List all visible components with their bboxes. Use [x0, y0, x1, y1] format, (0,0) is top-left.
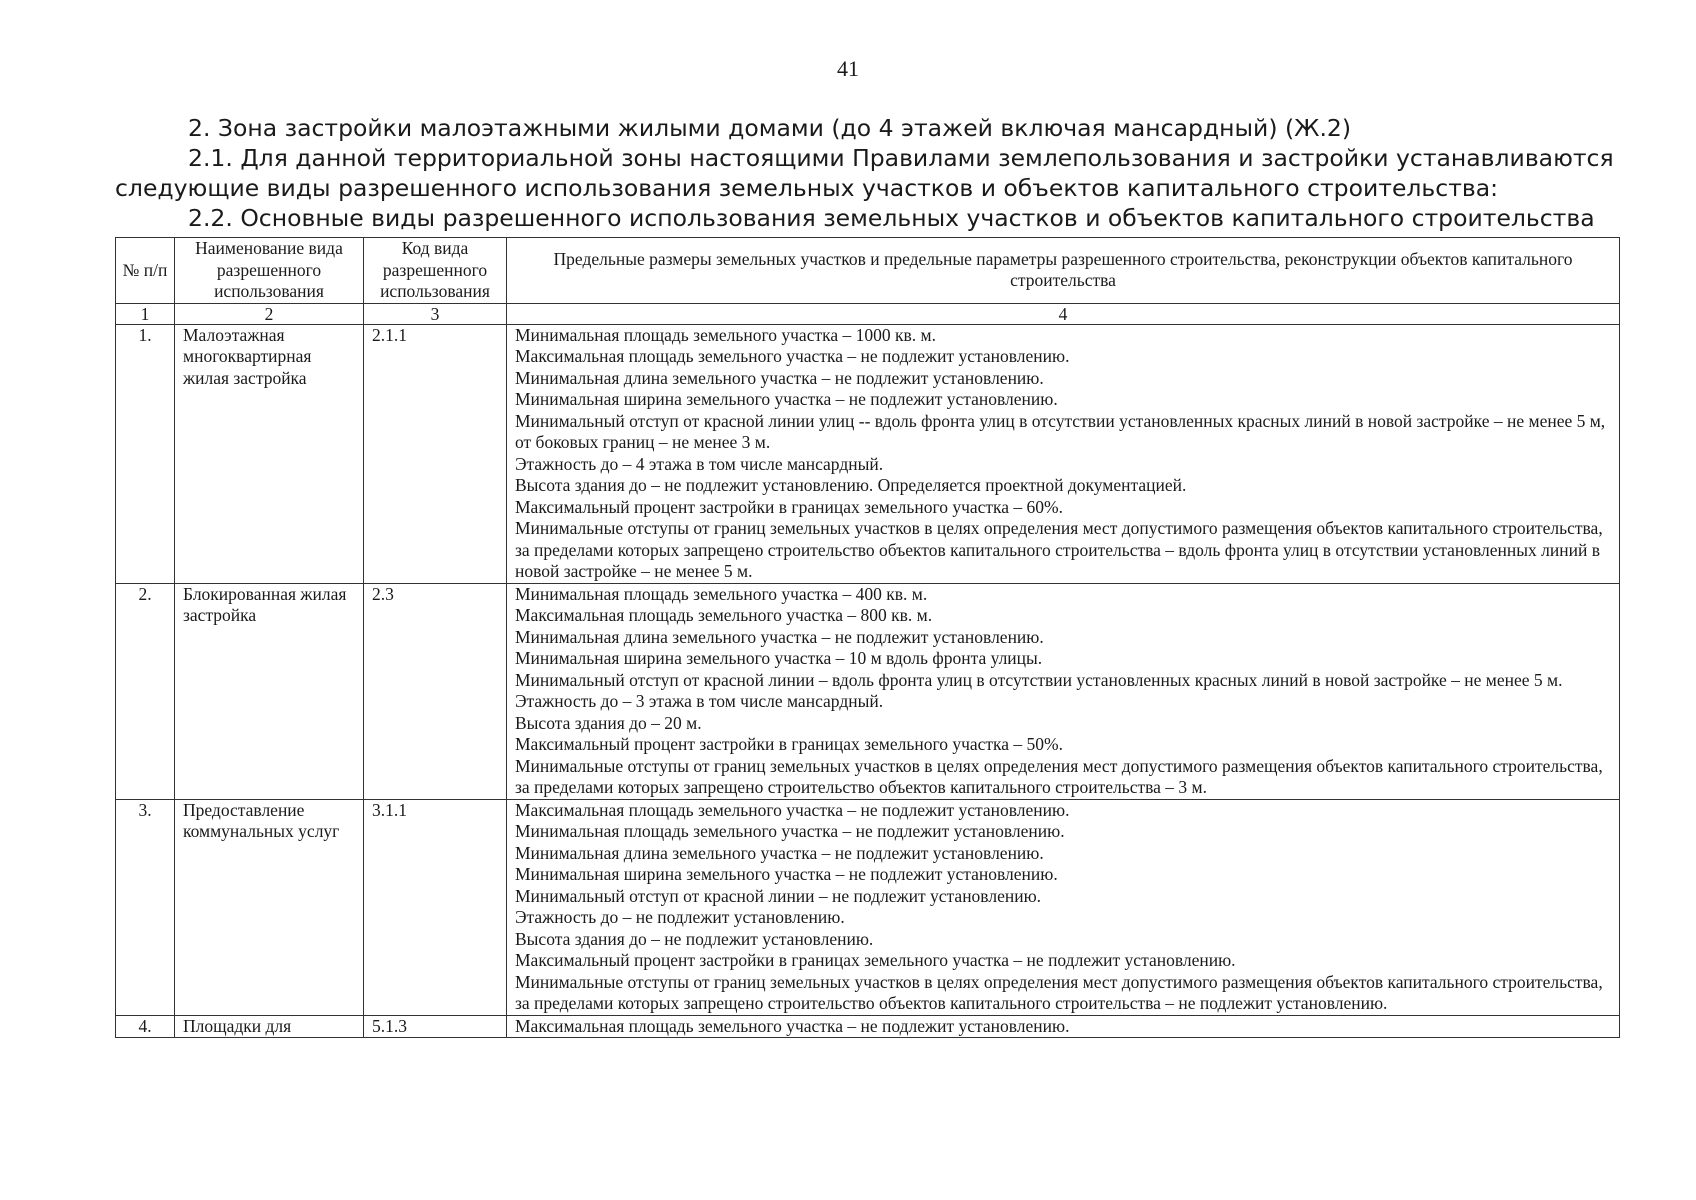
- table-row: [116, 324, 1620, 583]
- header-name: Наименование вида разрешенного использования: [175, 238, 364, 304]
- parameters-cell: [507, 799, 1620, 1015]
- use-type-code: 5.1.3: [364, 1015, 507, 1038]
- parameter-line: Высота здания до – 20 м.: [515, 712, 702, 733]
- column-number-row: [116, 303, 1620, 324]
- parameter-line: Максимальная площадь земельного участка – 800 кв. м.: [515, 605, 933, 625]
- parameters-cell: [507, 583, 1620, 799]
- parameter-line: Максимальная площадь земельного участка – не подлежит установлению.: [515, 799, 1070, 820]
- parameter-line: Максимальная площадь земельного участка – не подлежит установлению.: [515, 1015, 1070, 1036]
- row-number: 4.: [116, 1015, 175, 1038]
- parameter-line: Максимальный процент застройки в границах земельного участка – 50%.: [515, 734, 1064, 754]
- table-header-row: [116, 238, 1620, 304]
- use-type-code: 2.3: [364, 583, 507, 799]
- parameter-line: Минимальная площадь земельного участка – 1000 кв. м.: [515, 324, 936, 345]
- table-caption: 2.2. Основные виды разрешенного использования земельных участков и объектов капитального строительства: [188, 204, 1595, 232]
- parameter-line: Высота здания до – не подлежит установлению.: [515, 928, 874, 949]
- column-number: 3: [364, 303, 507, 324]
- page-number: 41: [837, 56, 859, 81]
- use-type-name: Предоставление коммунальных услуг: [175, 799, 364, 1015]
- header-num: № п/п: [116, 238, 175, 304]
- parameter-line: Этажность до – не подлежит установлению.: [515, 907, 845, 927]
- row-number: 1.: [116, 324, 175, 583]
- table-row: [116, 1015, 1620, 1038]
- intro-paragraph-line-2: следующие виды разрешенного использования земельных участков и объектов капитального строительства:: [115, 174, 1499, 202]
- parameters-cell: [507, 1015, 1620, 1038]
- parameter-line: Максимальная площадь земельного участка – не подлежит установлению.: [515, 346, 1070, 366]
- column-number: 2: [175, 303, 364, 324]
- parameter-line: Минимальная площадь земельного участка – 400 кв. м.: [515, 583, 928, 604]
- zone-title: 2. Зона застройки малоэтажными жилыми домами (до 4 этажей включая мансардный) (Ж.2): [188, 114, 1352, 142]
- use-type-name: Площадки для: [175, 1015, 364, 1038]
- parameter-line: Минимальные отступы от границ земельных участков в целях определения мест допустимого размещения объектов капитального строительства, за пределами которых запрещено строительство объектов капитального строительства – 3 м.: [515, 755, 1603, 797]
- use-type-name: Малоэтажная многоквартирная жилая застройка: [175, 324, 364, 583]
- permitted-use-table: [115, 237, 1620, 1038]
- row-number: 2.: [116, 583, 175, 799]
- parameter-line: Минимальная длина земельного участка – не подлежит установлению.: [515, 626, 1044, 647]
- table-body: [116, 324, 1620, 1038]
- parameter-line: Минимальная длина земельного участка – не подлежит установлению.: [515, 367, 1044, 388]
- parameter-line: Высота здания до – не подлежит установлению. Определяется проектной документацией.: [515, 475, 1187, 495]
- section-heading: [115, 113, 1620, 233]
- row-number: 3.: [116, 799, 175, 1015]
- header-params: Предельные размеры земельных участков и предельные параметры разрешенного строительства, реконструкции объектов капитального строительства: [507, 238, 1620, 304]
- use-type-code: 2.1.1: [364, 324, 507, 583]
- table-row: [116, 799, 1620, 1015]
- column-number: 4: [507, 303, 1620, 324]
- header-code: Код вида разрешенного использования: [364, 238, 507, 304]
- parameter-line: Минимальная ширина земельного участка – не подлежит установлению.: [515, 389, 1058, 409]
- intro-paragraph-line-1: 2.1. Для данной территориальной зоны настоящими Правилами землепользования и застройки устанавливаются: [188, 144, 1614, 172]
- parameter-line: Минимальный отступ от красной линии – вдоль фронта улиц в отсутствии установленных красных линий в новой застройке – не менее 5 м.: [515, 669, 1563, 690]
- parameter-line: Минимальные отступы от границ земельных участков в целях определения мест допустимого размещения объектов капитального строительства, за пределами которых запрещено строительство объектов капитального строительства – вдоль фронта улиц в отсутствии установленных линий в новой застройке – не менее 5 м.: [515, 518, 1603, 581]
- column-number: 1: [116, 303, 175, 324]
- table-row: [116, 583, 1620, 799]
- parameter-line: Минимальная ширина земельного участка – не подлежит установлению.: [515, 864, 1058, 884]
- parameter-line: Максимальный процент застройки в границах земельного участка – не подлежит установлению.: [515, 950, 1236, 970]
- parameter-line: Минимальный отступ от красной линии улиц -- вдоль фронта улиц в отсутствии установленных красных линий в новой застройке – не менее 5 м, от боковых границ – не менее 3 м.: [515, 410, 1606, 452]
- parameter-line: Минимальная ширина земельного участка – 10 м вдоль фронта улицы.: [515, 648, 1043, 668]
- parameter-line: Максимальный процент застройки в границах земельного участка – 60%.: [515, 496, 1064, 517]
- parameter-line: Этажность до – 3 этажа в том числе мансардный.: [515, 691, 884, 711]
- parameter-line: Минимальная длина земельного участка – не подлежит установлению.: [515, 842, 1044, 863]
- parameter-line: Минимальные отступы от границ земельных участков в целях определения мест допустимого размещения объектов капитального строительства, за пределами которых запрещено строительство объектов капитального строительства – не подлежит установлению.: [515, 971, 1603, 1013]
- use-type-name: Блокированная жилая застройка: [175, 583, 364, 799]
- parameter-line: Минимальная площадь земельного участка – не подлежит установлению.: [515, 821, 1065, 841]
- use-type-code: 3.1.1: [364, 799, 507, 1015]
- parameter-line: Минимальный отступ от красной линии – не подлежит установлению.: [515, 885, 1042, 906]
- parameter-line: Этажность до – 4 этажа в том числе мансардный.: [515, 453, 884, 474]
- parameters-cell: [507, 324, 1620, 583]
